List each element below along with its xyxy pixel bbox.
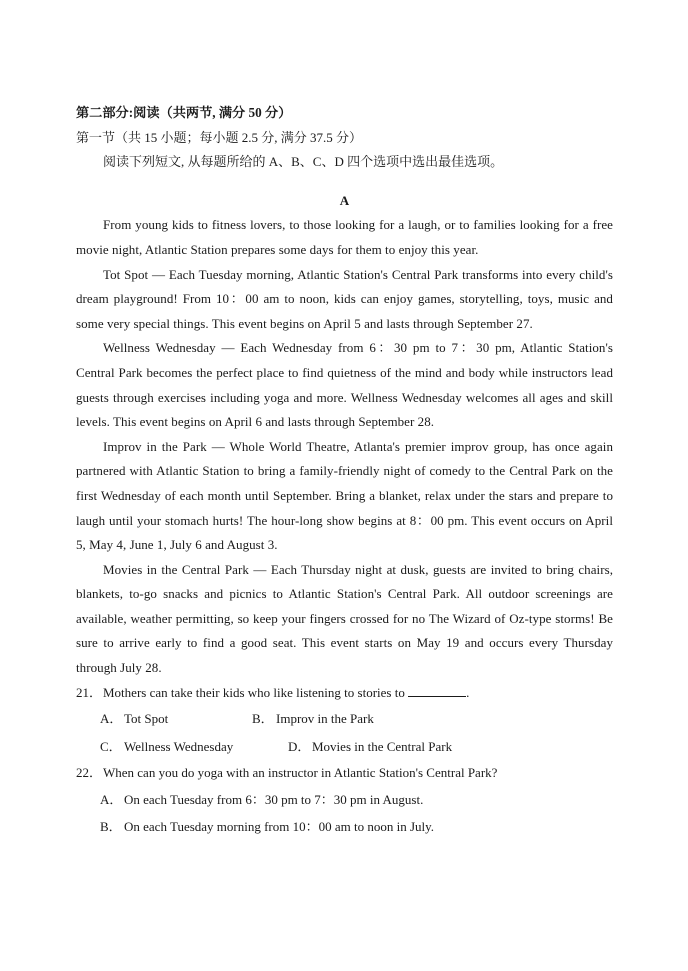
option-text: Movies in the Central Park [312,739,453,755]
paragraph-movies-in-the-central-park: Movies in the Central Park — Each Thursday night at dusk, guests are invited to bring chairs, blankets, to-go snacks and picnics to Atlantic Station's Central Park. All outdoor screenings are available, weather permitting, so keep your fingers crossed for no The Wizard of Oz-type storms! Be sure to arrive early to find a good seat. This event starts on May 19 and occurs every Thursday through July 28. [76,561,613,676]
option-c [100,733,288,761]
question-stem [76,761,613,786]
option-letter: B． [252,711,274,727]
passage-intro-paragraph: From young kids to fitness lovers, to those looking for a laugh, or to families looking for a free movie night, Atlantic Station prepares some days for them to enjoy this year. [76,217,613,257]
question-stem [76,681,613,706]
question-text: When can you do yoga with an instructor in Atlantic Station's Central Park? [103,765,498,781]
option-letter: D． [288,739,311,755]
option-letter: A． [100,711,123,727]
document-page [76,101,613,841]
question-21 [76,681,613,762]
instructions: 阅读下列短文, 从每题所给的 A、B、C、D 四个选项中选出最佳选项。 [103,154,504,170]
question-text: Mothers can take their kids who like listening to stories to [103,684,405,700]
question-22 [76,761,613,841]
paragraph-tot-spot: Tot Spot — Each Tuesday morning, Atlantic Station's Central Park transforms into every child's dream playground! From 10：00 am to noon, kids can enjoy games, storytelling, toys, music and some very special things. This event begins on April 5 and lasts through September 27. [76,266,613,331]
part-title: 第二部分:阅读（共两节, 满分 50 分） [76,105,292,120]
option-d [288,733,452,761]
option-letter: B． [100,819,122,835]
option-a [100,705,252,733]
options-row [76,733,613,761]
option-a [76,786,613,814]
question-end-punct: . [466,684,470,700]
option-b [76,813,613,841]
options-row [76,705,613,733]
option-b [252,705,374,733]
section-title: 第一节（共 15 小题；每小题 2.5 分, 满分 37.5 分） [76,129,363,145]
option-text: Improv in the Park [276,711,374,727]
paragraph-wellness-wednesday: Wellness Wednesday — Each Wednesday from 6：30 pm to 7：30 pm, Atlantic Station's Central Park becomes the perfect place to find quietness of the mind and body while instructors lead guests through exercises including yoga and more. Wellness Wednesday welcomes all ages and skill levels. This event begins on April 6 and lasts through September 28. [76,340,613,430]
question-number: 22． [76,765,103,781]
option-text: Tot Spot [124,711,169,727]
option-text: On each Tuesday morning from 10：00 am to noon in July. [124,819,435,835]
option-text: On each Tuesday from 6：30 pm to 7：30 pm in August. [124,791,424,807]
option-text: Wellness Wednesday [124,739,234,755]
paragraph-improv-in-the-park: Improv in the Park — Whole World Theatre, Atlanta's premier improv group, has once again partnered with Atlantic Station to bring a family-friendly night of comedy to the Central Park on the first Wednesday of each month until September. Bring a blanket, relax under the stars and prepare to laugh until your stomach hurts! The hour-long show begins at 8：00 pm. This event occurs on April 5, May 4, June 1, July 6 and August 3. [76,438,613,553]
passage-label: A [339,192,350,208]
option-letter: C． [100,739,122,755]
answer-blank [408,684,466,697]
question-number: 21． [76,684,103,700]
option-letter: A． [100,791,123,807]
